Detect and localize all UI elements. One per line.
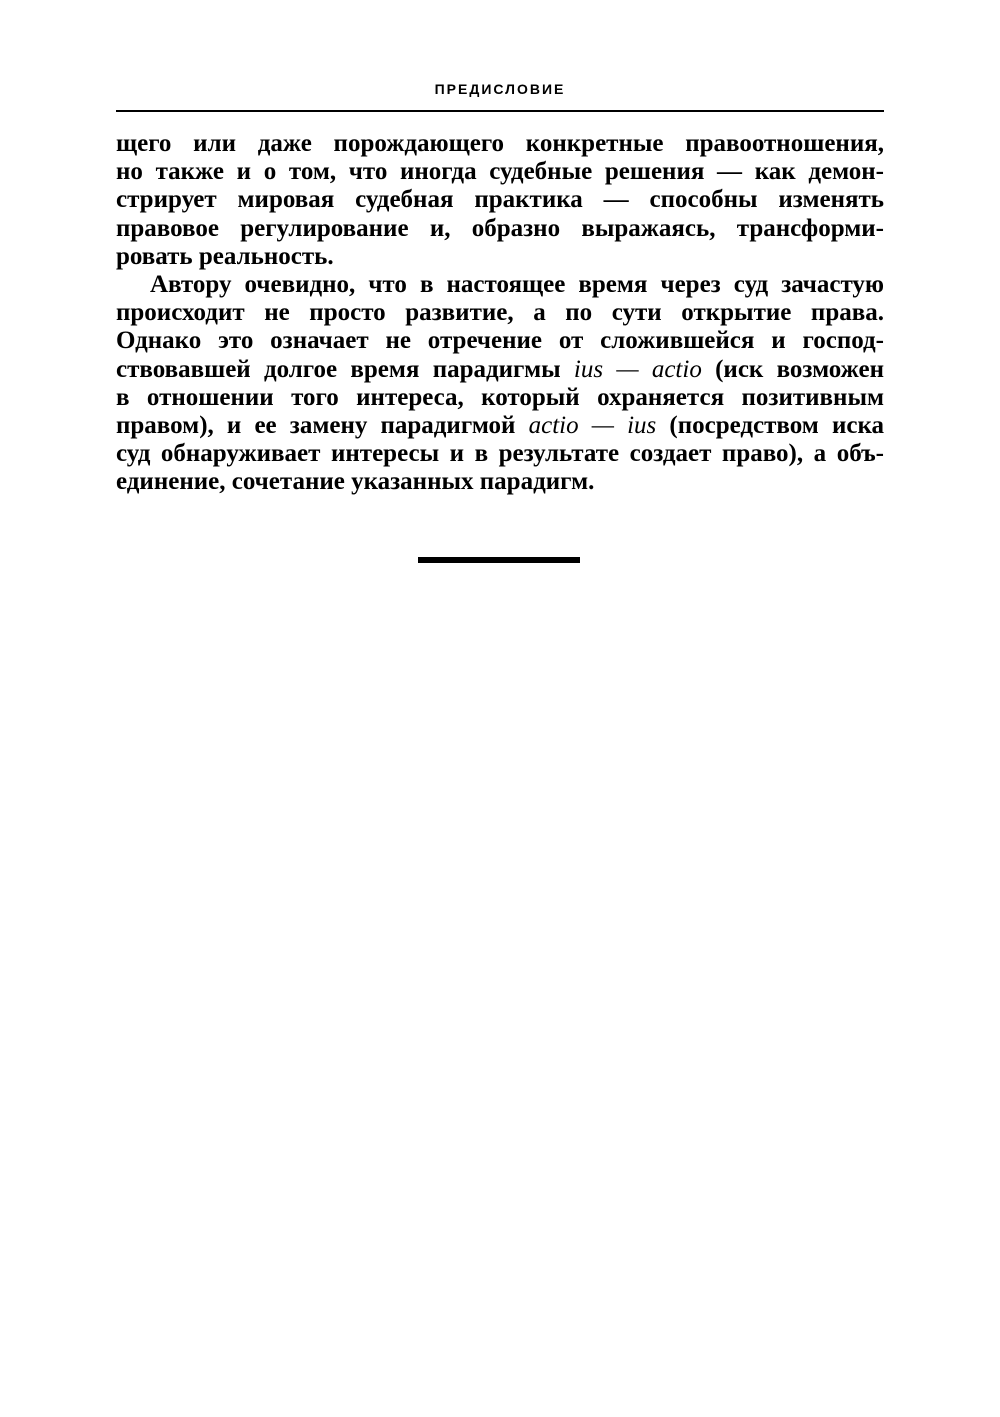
body-text — [116, 130, 884, 496]
italic-term: ius — actio — [573, 355, 702, 383]
text-line: в отношении того интереса, который охраняется позитивным — [116, 383, 884, 411]
text-line: правом), и ее замену парадигмой actio — ius (посредством иска — [116, 411, 884, 439]
header-rule — [116, 110, 884, 112]
text-line: но также и о том, что иногда судебные решения — как демон- — [116, 158, 884, 186]
text-line: единение, сочетание указанных парадигм. — [116, 468, 595, 496]
text-line: ствовавшей долгое время парадигмы ius — actio (иск возможен — [116, 355, 884, 383]
paragraph — [116, 271, 884, 497]
text-line: суд обнаруживает интересы и в результате создает право), а объ- — [116, 440, 884, 468]
text-line: Однако это означает не отречение от сложившейся и господ- — [116, 327, 884, 355]
text-line: правовое регулирование и, образно выражаясь, трансформи- — [116, 214, 884, 242]
text-line: происходит не просто развитие, а по сути открытие права. — [116, 299, 884, 327]
paragraph — [116, 130, 884, 271]
section-end-rule — [418, 557, 580, 563]
text-line: щего или даже порождающего конкретные правоотношения, — [116, 130, 884, 157]
italic-term: actio — ius — [528, 411, 657, 439]
text-line: Автору очевидно, что в настоящее время через суд зачастую — [150, 270, 884, 298]
text-line: стрирует мировая судебная практика — способны изменять — [116, 186, 884, 214]
running-head: ПРЕДИСЛОВИЕ — [434, 81, 566, 97]
text-line: ровать реальность. — [116, 242, 334, 270]
